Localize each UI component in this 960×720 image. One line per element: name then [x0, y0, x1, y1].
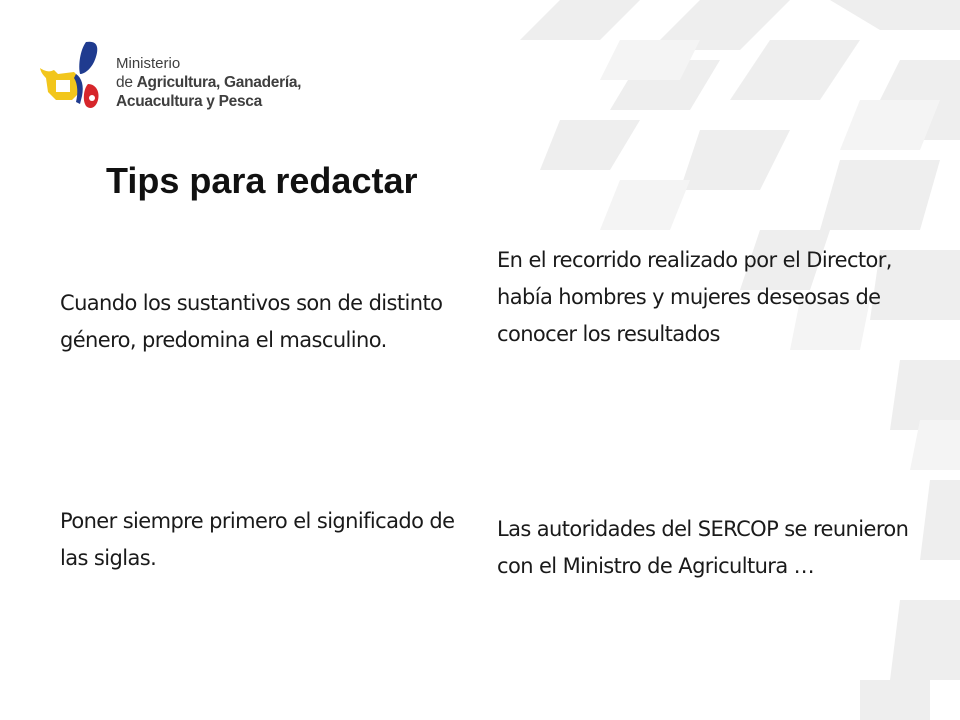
ministry-name — [116, 54, 301, 111]
ministry-emblem-icon — [36, 38, 116, 120]
logo-line-2 — [116, 73, 301, 92]
logo-line-1: Ministerio — [116, 55, 181, 72]
logo-line-2-prefix: de — [116, 74, 137, 91]
tip-left-1: Cuando los sustantivos son de distinto género, predomina el masculino. — [60, 291, 443, 352]
slide-title: Tips para redactar — [106, 160, 418, 201]
logo-line-3: Acuacultura y Pesca — [116, 93, 262, 110]
tip-right-2: Las autoridades del SERCOP se reunieron con el Ministro de Agricultura … — [497, 517, 909, 578]
tip-left-2: Poner siempre primero el significado de las siglas. — [60, 509, 455, 570]
tip-right-1: En el recorrido realizado por el Director, había hombres y mujeres deseosas de conocer los resultados — [497, 248, 892, 346]
logo-line-2-bold: Agricultura, Ganadería, — [136, 74, 302, 91]
